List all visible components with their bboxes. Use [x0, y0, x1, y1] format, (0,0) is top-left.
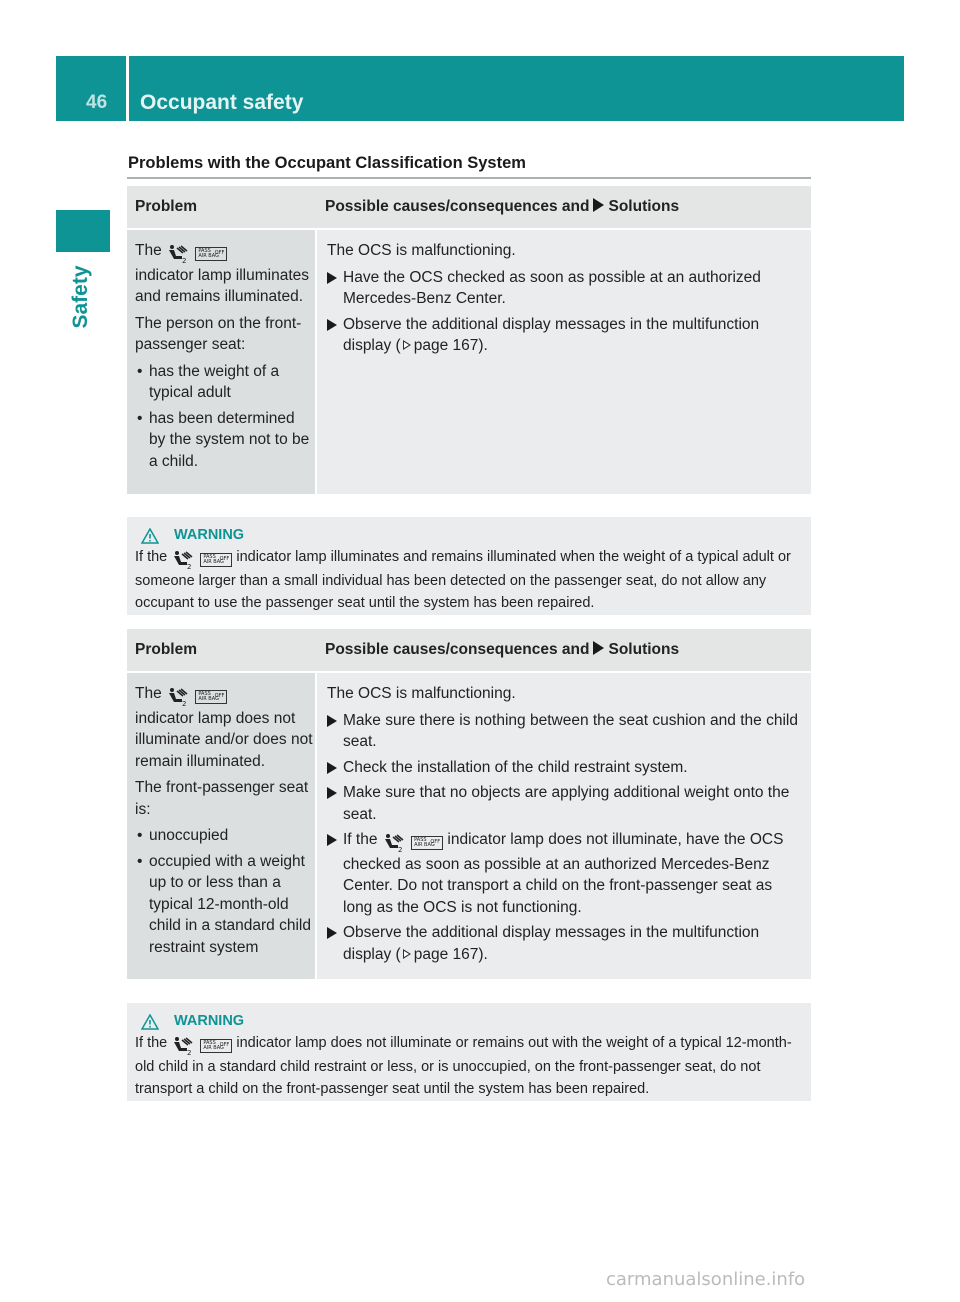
solutions-header-text-post: Solutions	[608, 198, 680, 216]
page-number: 46	[86, 92, 108, 113]
step-arrow-icon	[327, 715, 337, 727]
airbag-text: AIR BAG	[203, 1045, 224, 1052]
problem-intro	[135, 683, 315, 772]
step-text: Observe the additional display messages in the multifunction display (	[343, 924, 760, 963]
cause-text: The OCS is malfunctioning.	[327, 685, 516, 702]
step-arrow-icon	[593, 641, 604, 655]
airbag-pass-text: PASS	[198, 247, 211, 254]
solution-step	[327, 782, 801, 825]
step-arrow-icon	[327, 787, 337, 799]
cause-text: The OCS is malfunctioning.	[327, 242, 516, 259]
warning-title	[135, 525, 803, 547]
ocs-indicator-icons	[166, 243, 227, 265]
passenger-seat-icon	[166, 244, 188, 263]
solution-step	[327, 829, 801, 918]
step-text: Make sure there is nothing between the seat cushion and the child seat.	[343, 711, 798, 750]
airbag-pass-text: PASS	[203, 1039, 216, 1046]
svg-text:2: 2	[187, 563, 192, 570]
solution-step	[327, 710, 801, 753]
airbag-off-text: OFF	[214, 692, 225, 699]
warning-text-post: indicator lamp illuminates and remains illuminated when the weight of a typical adult or someone larger than a small individual has been detected on the passenger seat, do not allow any occupant to use the passenger seat until the system has been repaired.	[135, 548, 791, 611]
page-ref-triangle-icon	[403, 949, 411, 959]
warning-text	[135, 547, 803, 615]
airbag-text: AIR BAG	[203, 559, 224, 566]
solutions-column-header	[315, 639, 679, 661]
step-text-post: indicator lamp does not illuminate, have the OCS checked as soon as possible at an authorized Mercedes-Benz Center. Do not transport a child on the front-passenger seat as long as the OCS is not functioning.	[343, 831, 784, 916]
airbag-off-text: OFF	[430, 838, 441, 845]
problem-intro-pre: The	[135, 685, 162, 702]
svg-text:2: 2	[397, 846, 403, 853]
warning-triangle-icon	[141, 528, 159, 544]
warning-title-text: WARNING	[174, 527, 245, 543]
passenger-seat-icon	[171, 1036, 193, 1055]
step-text: Have the OCS checked as soon as possible at an authorized Mercedes-Benz Center.	[343, 268, 761, 307]
warning-box-2	[127, 1003, 811, 1101]
step-text-pre: If the	[343, 831, 378, 848]
airbag-off-text: OFF	[219, 1041, 230, 1048]
passenger-seat-icon	[382, 833, 404, 852]
airbag-off-indicator-icon	[200, 553, 232, 567]
airbag-off-indicator-icon	[200, 1039, 232, 1053]
side-tab-label	[60, 262, 102, 332]
table-row	[127, 230, 811, 494]
solutions-header-text: Possible causes/consequences and	[325, 641, 590, 659]
warning-text	[135, 1033, 803, 1101]
page-title: Problems with the Occupant Classification System	[128, 154, 526, 172]
problem-column-header: Problem	[135, 198, 198, 216]
passenger-seat-icon	[171, 550, 193, 569]
solution-step	[327, 757, 801, 779]
svg-text:2: 2	[182, 700, 187, 707]
airbag-off-indicator-icon	[195, 690, 227, 704]
step-arrow-icon	[327, 927, 337, 939]
page-reference-link[interactable]: page 167).	[413, 945, 488, 963]
step-arrow-icon	[327, 834, 337, 846]
solution-cell	[315, 673, 811, 979]
problem-intro-post: indicator lamp does not illuminate and/or does not remain illuminated.	[135, 709, 313, 770]
step-arrow-icon	[327, 319, 337, 331]
passenger-seat-icon	[166, 687, 188, 706]
airbag-pass-text: PASS	[203, 553, 216, 560]
problem-detail: The front-passenger seat is:	[135, 779, 309, 818]
list-item: • occupied with a weight up to or less than a typical 12-month-old child in a standard child restraint system	[135, 851, 315, 959]
ocs-indicator-icons	[171, 1036, 232, 1058]
warning-text-pre: If the	[135, 548, 168, 565]
airbag-text: AIR BAG	[414, 842, 435, 849]
solution-cell	[315, 230, 811, 494]
ocs-indicator-icons	[166, 686, 227, 708]
warning-title	[135, 1011, 803, 1033]
table-row	[127, 673, 811, 979]
solution-step	[327, 267, 801, 310]
airbag-off-text: OFF	[214, 249, 225, 256]
list-item: • has the weight of a typical adult	[135, 361, 315, 404]
warning-text-post: indicator lamp does not illuminate or remains out with the weight of a typical 12-month-old child in a standard child restraint or less, or is unoccupied, on the front-passenger seat, do not transport a child on the front-passenger seat until the system has been repaired.	[135, 1034, 792, 1097]
svg-text:2: 2	[187, 1049, 192, 1056]
list-item: • unoccupied	[135, 825, 315, 847]
step-arrow-icon	[593, 198, 604, 212]
page-reference-link[interactable]: page 167).	[413, 337, 488, 354]
list-item: • has been determined by the system not to be a child.	[135, 408, 315, 473]
step-arrow-icon	[327, 272, 337, 284]
problem-detail: The person on the front-passenger seat:	[135, 314, 302, 353]
problem-intro-pre: The	[135, 242, 162, 259]
solutions-header-text-post: Solutions	[608, 641, 680, 659]
ocs-indicator-icons	[171, 550, 232, 572]
page-ref-triangle-icon	[403, 340, 411, 350]
problem-intro	[135, 240, 315, 308]
warning-triangle-icon	[141, 1014, 159, 1030]
solution-step	[327, 922, 801, 965]
title-rule	[127, 177, 811, 179]
section-title: Occupant safety	[140, 91, 304, 114]
problem-column-header: Problem	[135, 641, 198, 659]
table-header-row	[127, 186, 811, 230]
svg-text:2: 2	[182, 257, 187, 264]
step-text: Observe the additional display messages in the multifunction display (	[343, 315, 760, 354]
problem-table-2	[127, 629, 811, 979]
problem-cell	[127, 230, 315, 494]
table-header-row	[127, 629, 811, 673]
step-text: Make sure that no objects are applying additional weight onto the seat.	[343, 784, 790, 823]
airbag-pass-text: PASS	[414, 836, 427, 843]
header-divider	[126, 56, 129, 121]
problem-cell	[127, 673, 315, 979]
airbag-off-indicator-icon	[195, 247, 227, 261]
site-watermark: carmanualsonline.info	[606, 1269, 806, 1290]
problem-table-1	[127, 186, 811, 494]
solutions-header-text: Possible causes/consequences and	[325, 198, 590, 216]
warning-text-pre: If the	[135, 1034, 168, 1051]
airbag-text: AIR BAG	[198, 253, 219, 260]
airbag-pass-text: PASS	[198, 690, 211, 697]
side-tab-text: Safety	[69, 265, 92, 329]
problem-intro-post: indicator lamp illuminates and remains illuminated.	[135, 266, 310, 305]
step-arrow-icon	[327, 762, 337, 774]
solution-step	[327, 314, 801, 357]
airbag-text: AIR BAG	[198, 696, 219, 703]
airbag-off-indicator-icon	[411, 836, 443, 850]
solutions-column-header	[315, 196, 679, 218]
side-tab-marker	[56, 210, 110, 252]
ocs-indicator-icons	[382, 832, 443, 854]
page-header-bar	[56, 56, 904, 121]
warning-box-1	[127, 517, 811, 615]
step-text: Check the installation of the child restraint system.	[343, 758, 688, 776]
warning-title-text: WARNING	[174, 1013, 245, 1029]
airbag-off-text: OFF	[219, 555, 230, 562]
